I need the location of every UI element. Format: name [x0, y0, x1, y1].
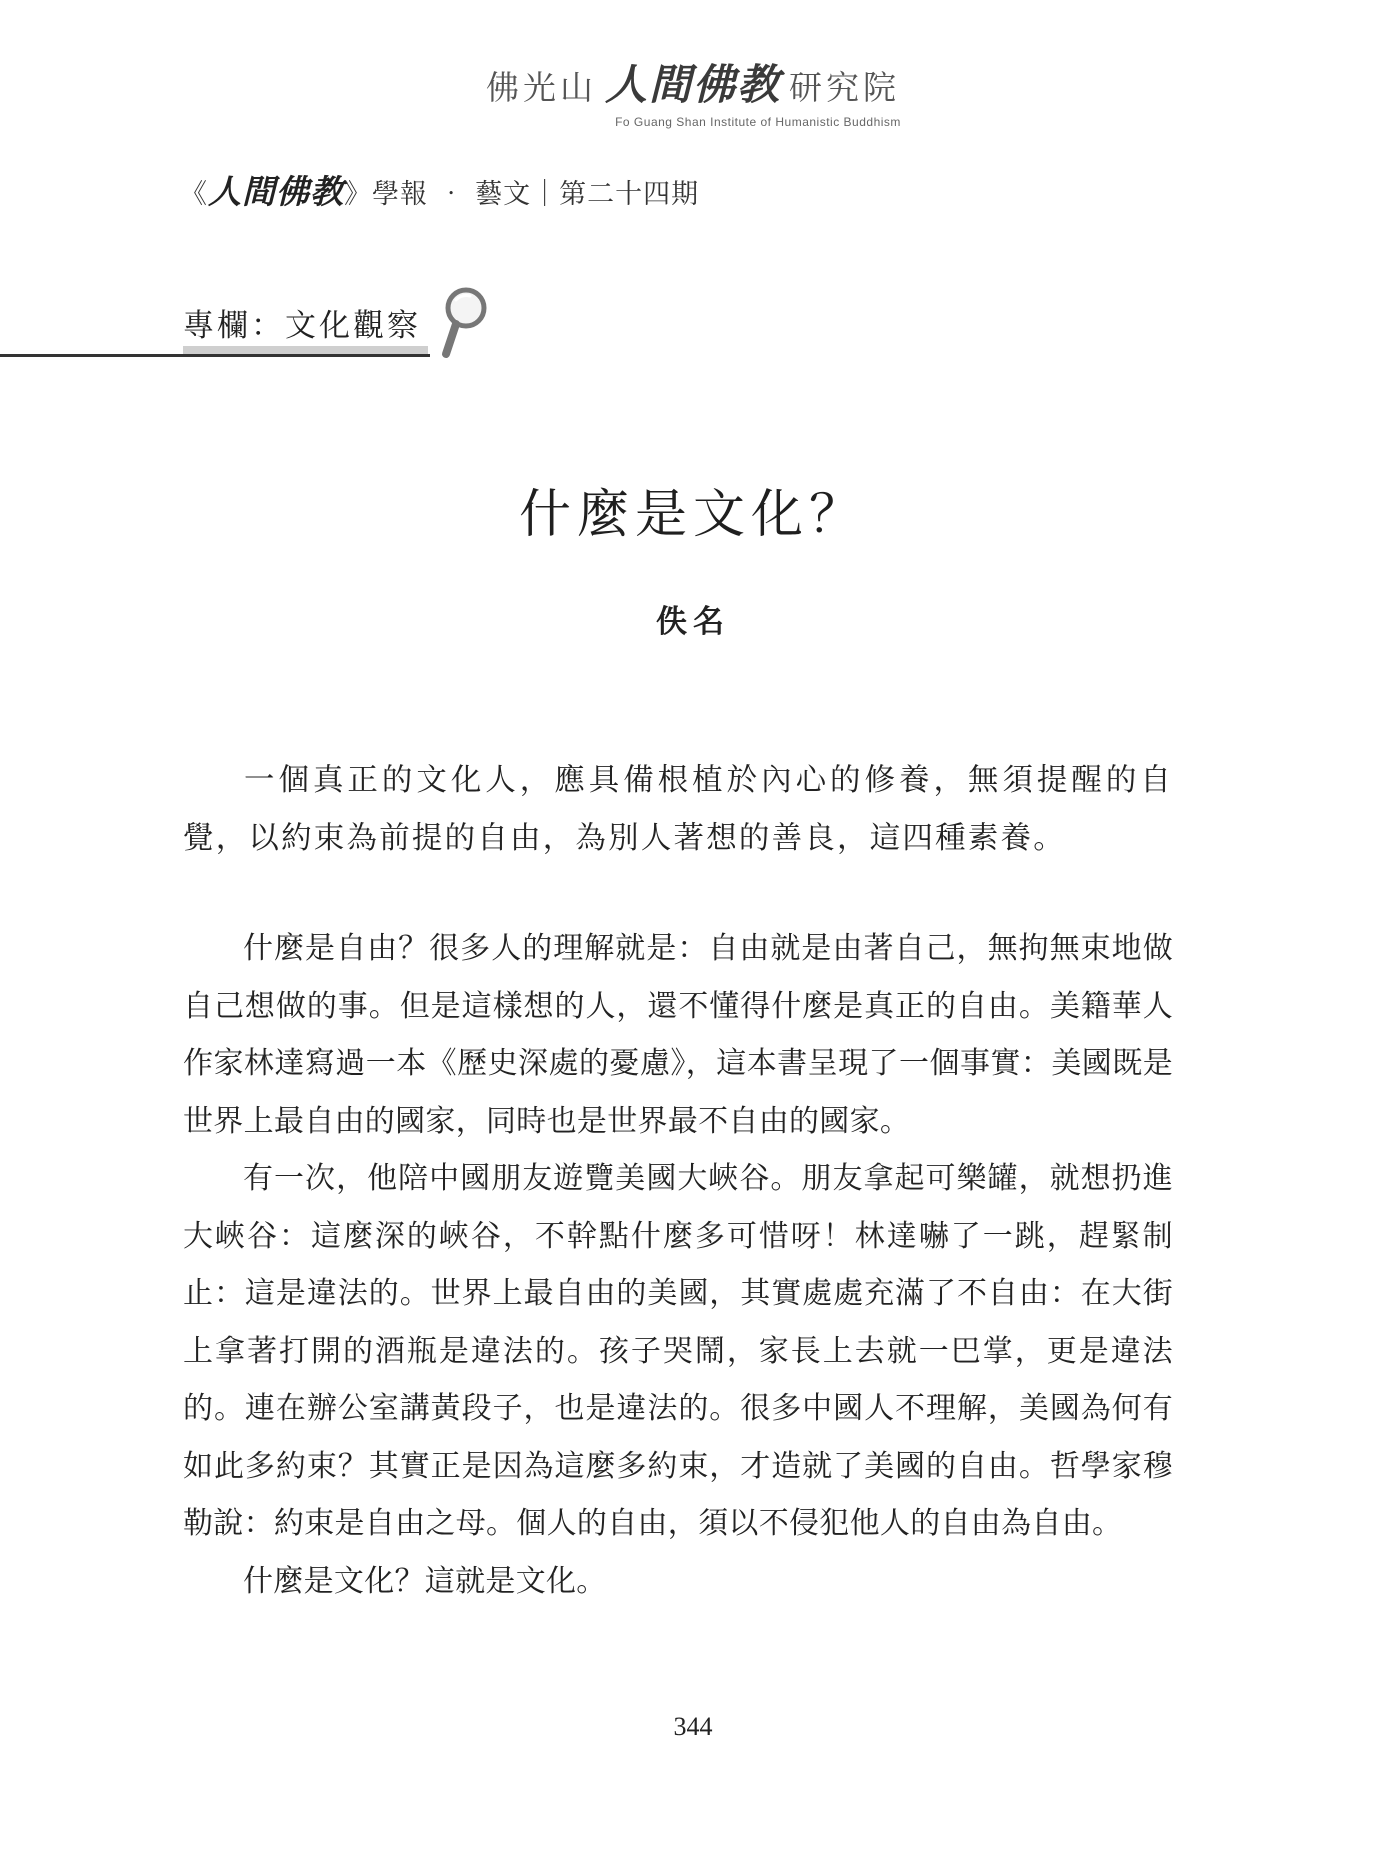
- article-title: 什麼是文化？: [518, 485, 867, 545]
- magnifier-icon: [440, 286, 490, 360]
- column-heading: 專欄：文化觀察: [183, 308, 421, 344]
- article-body: [183, 920, 1173, 1610]
- institute-logo: [0, 52, 1386, 129]
- institute-english-name: Fo Guang Shan Institute of Humanistic Buddhism: [615, 115, 901, 129]
- institute-name: [0, 52, 1386, 112]
- column-underline: [183, 346, 428, 354]
- institute-brand: 人間佛教: [604, 60, 781, 109]
- institute-suffix: 研究院: [789, 68, 900, 107]
- body-paragraph: 有一次，他陪中國朋友遊覽美國大峽谷。朋友拿起可樂罐，就想扔進大峽谷：這麼深的峽谷，不幹點什麼多可惜呀！林達嚇了一跳，趕緊制止：這是違法的。世界上最自由的美國，其實處處充滿了不自由：在大街上拿著打開的酒瓶是違法的。孩子哭鬧，家長上去就一巴掌，更是違法的。連在辦公室講黃段子，也是違法的。很多中國人不理解，美國為何有如此多約束？其實正是因為這麼多約束，才造就了美國的自由。哲學家穆勒說：約束是自由之母。個人的自由，須以不侵犯他人的自由為自由。: [183, 1161, 1173, 1541]
- journal-open-bracket: 《: [180, 179, 208, 210]
- journal-title: [180, 166, 699, 213]
- body-paragraph: 什麼是文化？這就是文化。: [243, 1563, 607, 1599]
- institute-prefix: 佛光山: [485, 68, 597, 107]
- article-intro: [183, 752, 1173, 867]
- page-number: 344: [673, 1712, 713, 1741]
- intro-paragraph: 一個真正的文化人，應具備根植於內心的修養，無須提醒的自覺，以約束為前提的自由，為別人著想的善良，這四種素養。: [183, 763, 1173, 856]
- journal-brand: 人間佛教: [208, 172, 344, 211]
- column-rule: [0, 354, 430, 357]
- body-paragraph: 什麼是自由？很多人的理解就是：自由就是由著自己，無拘無束地做自己想做的事。但是這樣想的人，還不懂得什麼是真正的自由。美籍華人作家林達寫過一本《歷史深處的憂慮》，這本書呈現了一個事實：美國既是世界上最自由的國家，同時也是世界最不自由的國家。: [183, 931, 1173, 1139]
- journal-issue: 》學報 ‧ 藝文｜第二十四期: [344, 179, 700, 210]
- article-author: 佚名: [656, 604, 730, 640]
